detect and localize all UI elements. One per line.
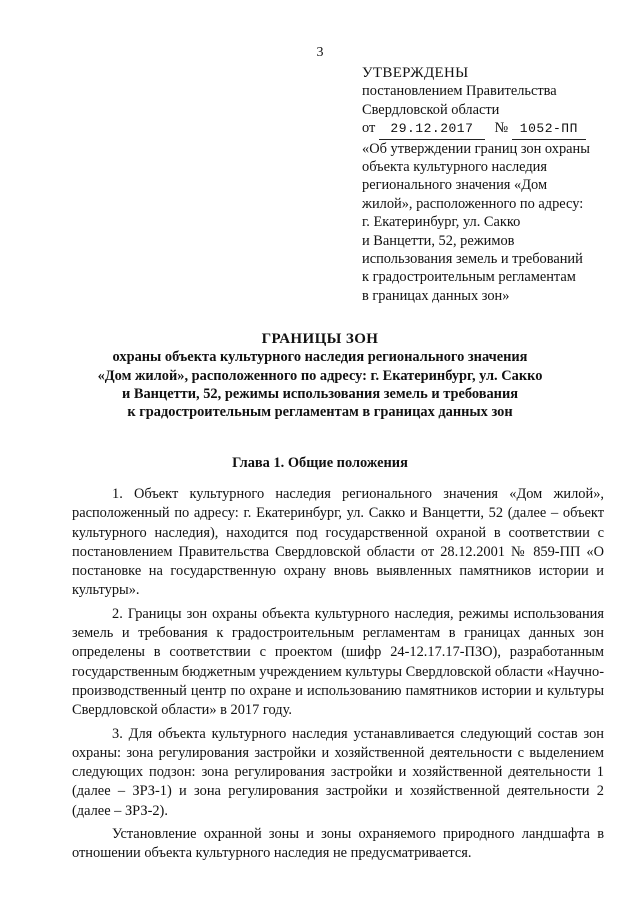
- paragraph: Установление охранной зоны и зоны охраняемого природного ландшафта в отношении объекта культурного наследия не предусматривается.: [72, 826, 604, 862]
- approval-subject-line: жилой», расположенного по адресу:: [362, 195, 584, 212]
- document-title-line: охраны объекта культурного наследия регионального значения: [112, 349, 528, 366]
- approval-date-number-line: [362, 119, 612, 139]
- document-title: [0, 330, 640, 421]
- approval-block: [362, 64, 612, 305]
- approval-line-1: постановлением Правительства: [362, 83, 557, 100]
- approval-subject-line: к градостроительным регламентам: [362, 269, 576, 286]
- approval-subject-line: регионального значения «Дом: [362, 177, 548, 194]
- page-number: 3: [316, 45, 324, 60]
- approval-subject-line: использования земель и требований: [362, 251, 583, 268]
- approval-title: УТВЕРЖДЕНЫ: [362, 65, 469, 81]
- document-body: [72, 485, 604, 868]
- approval-subject-line: и Ванцетти, 52, режимов: [362, 232, 515, 249]
- document-title-line: «Дом жилой», расположенного по адресу: г. Екатеринбург, ул. Сакко: [97, 367, 543, 384]
- approval-subject-line: объекта культурного наследия: [362, 159, 548, 176]
- document-title-main: ГРАНИЦЫ ЗОН: [261, 331, 379, 347]
- from-label: от: [362, 120, 376, 137]
- number-label: №: [494, 120, 509, 137]
- paragraph: 3. Для объекта культурного наследия устанавливается следующий состав зон охраны: зона регулирования застройки и хозяйственной деятельности с выделением следующих подзон: зона регулирования застройки и хозяйственной деятельности 1 (далее – ЗРЗ-1) и зона регулирования застройки и хозяйственной деятельности 2 (далее – ЗРЗ-2).: [72, 725, 604, 819]
- paragraph: 1. Объект культурного наследия регионального значения «Дом жилой», расположенный по адресу: г. Екатеринбург, ул. Сакко и Ванцетти, 52 (далее – объект культурного наследия), находится под государственной охраной в соответствии с постановлением Правительства Свердловской области от 28.12.2001 № 859-ПП «О постановке на государственную охрану вновь выявленных памятников истории и культуры».: [72, 486, 604, 599]
- document-title-line: к градостроительным регламентам в границах данных зон: [127, 404, 513, 421]
- approval-subject-line: «Об утверждении границ зон охраны: [362, 140, 590, 157]
- approval-number-field: 1052-ПП: [512, 120, 586, 139]
- document-title-line: и Ванцетти, 52, режимы использования земель и требования: [121, 385, 519, 402]
- approval-subject-line: в границах данных зон»: [362, 287, 510, 304]
- approval-line-2: Свердловской области: [362, 101, 500, 118]
- paragraph: 2. Границы зон охраны объекта культурного наследия, режимы использования земель и требования к градостроительным регламентам в границах данных зон определены в соответствии с проектом (шифр 24-12.17.17-ПЗО), разработанным государственным бюджетным учреждением культуры Свердловской области «Научно-производственный центр по охране и использованию памятников истории и культуры Свердловской области» в 2017 году.: [72, 605, 604, 719]
- chapter-heading: Глава 1. Общие положения: [232, 455, 408, 471]
- approval-date-field: 29.12.2017: [379, 120, 485, 139]
- approval-subject-line: г. Екатеринбург, ул. Сакко: [362, 214, 521, 231]
